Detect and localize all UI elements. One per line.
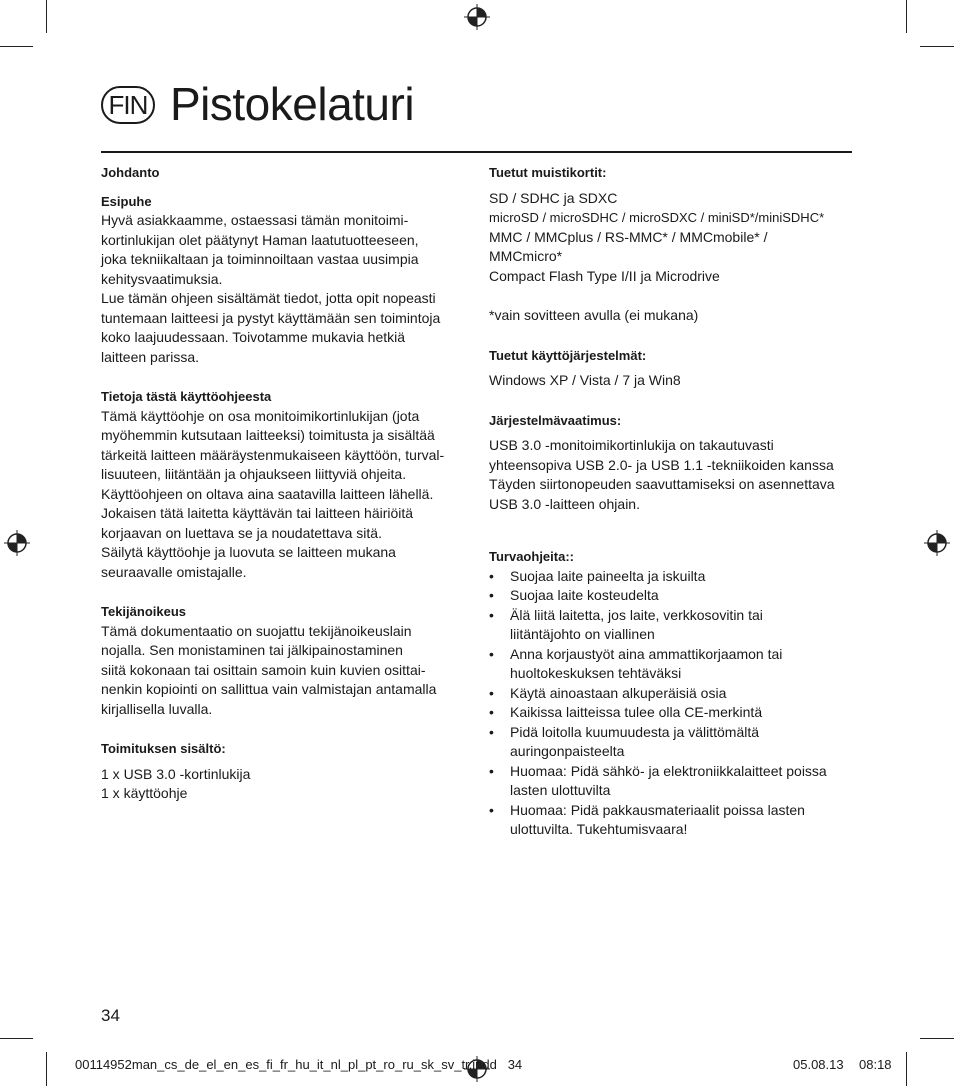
crop-mark [0, 46, 33, 47]
title-divider [101, 151, 852, 153]
footer-filename: 00114952man_cs_de_el_en_es_fi_fr_hu_it_nl_pl_pt_ro_ru_sk_sv_tr.indd 34 [75, 1057, 523, 1072]
section-heading-system-requirements: Järjestelmävaatimus: [489, 412, 622, 428]
system-requirements-text: USB 3.0 -monitoimikortinlukija on takautuvasti yhteensopiva USB 2.0- ja USB 1.1 -tekniikoiden kanssa Täyden siirtonopeuden saavuttamiseksi on asennettava USB 3.0 -laitteen ohjain. [489, 437, 835, 512]
section-heading-package-contents: Toimituksen sisältö: [101, 741, 226, 756]
safety-item: • Huomaa: Pidä pakkausmateriaalit poissa lasten ulottuvilta. Tukehtumisvaara! [489, 801, 859, 840]
footer-time: 08:18 [859, 1057, 892, 1072]
crop-mark [46, 0, 47, 33]
crop-mark [920, 46, 954, 47]
safety-item: • Käytä ainoastaan alkuperäisiä osia [489, 684, 859, 704]
section-heading-preface: Esipuhe [101, 193, 152, 209]
supported-cards-line: microSD / microSDHC / microSDXC / miniSD*/miniSDHC* [489, 210, 825, 225]
section-heading-supported-cards: Tuetut muistikortit: [489, 165, 607, 180]
language-badge: FIN [101, 86, 155, 124]
supported-cards-line: Compact Flash Type I/II ja Microdrive [489, 267, 720, 284]
safety-item: • Kaikissa laitteissa tulee olla CE-merkintä [489, 703, 859, 723]
safety-item: • Pidä loitolla kuumuudesta ja välittömältä auringonpaisteelta [489, 723, 859, 762]
preface-text: Hyvä asiakkaamme, ostaessasi tämän monitoimi- kortinlukijan olet päätynyt Haman laatutuotteeseen, joka tekniikaltaan ja toiminnoiltaan vastaa uusimpia kehitysvaatimuksia. Lue tämän ohjeen sisältämät tiedot, jotta opit nopeasti tuntemaan laitteesi ja pystyt käyttämään sen toimintoja koko laajuudessaan. Toivotamme mukavia hetkiä laitteen parissa. [101, 212, 441, 365]
page-title: Pistokelaturi [170, 78, 415, 130]
registration-mark-icon [464, 4, 490, 30]
safety-list [489, 567, 859, 840]
registration-mark-icon [4, 530, 30, 556]
registration-mark-icon [924, 530, 950, 556]
adapter-note: *vain sovitteen avulla (ei mukana) [489, 307, 699, 323]
footer-date: 05.08.13 [793, 1057, 844, 1072]
left-column [101, 163, 471, 804]
safety-item: • Suojaa laite paineelta ja iskuilta [489, 567, 859, 587]
safety-item: • Huomaa: Pidä sähkö- ja elektroniikkalaitteet poissa lasten ulottuvilta [489, 762, 859, 801]
crop-mark [906, 0, 907, 33]
page-number: 34 [101, 1006, 120, 1025]
crop-mark [0, 1038, 33, 1039]
supported-os-text: Windows XP / Vista / 7 ja Win8 [489, 372, 681, 388]
copyright-text: Tämä dokumentaatio on suojattu tekijänoikeuslain nojalla. Sen monistaminen tai jälkipainostaminen siitä kokonaan tai osittain samoin kuin kuvien osittai- nenkin kopiointi on sallittua vain valmistajan antamalla kirjallisella luvalla. [101, 622, 437, 717]
section-heading-supported-os: Tuetut käyttöjärjestelmät: [489, 347, 647, 363]
safety-item: • Suojaa laite kosteudelta [489, 586, 859, 606]
section-heading-introduction: Johdanto [101, 165, 160, 180]
about-manual-text: Tämä käyttöohje on osa monitoimikortinlukijan (jota myöhemmin kutsutaan laitteeksi) toimitusta ja sisältää tärkeitä laitteen määräystenmukaiseen käyttöön, turval- lisuuteen, liitäntään ja ohjaukseen liittyviä ohjeita. Käyttöohjeen on oltava aina saatavilla laitteen lähellä. Jokaisen tätä laitetta käyttävän tai laitteen häiriöitä korjaavan on luettava se ja noudatettava sitä. Säilytä käyttöohje ja luovuta se laitteen mukana seuraavalle omistajalle. [101, 407, 445, 580]
supported-cards-line: SD / SDHC ja SDXC [489, 189, 618, 206]
safety-item: • Älä liitä laitetta, jos laite, verkkosovitin tai liitäntäjohto on viallinen [489, 606, 859, 645]
package-contents-text: 1 x USB 3.0 -kortinlukija 1 x käyttöohje [101, 765, 251, 801]
crop-mark [46, 1052, 47, 1086]
section-heading-safety: Turvaohjeita:: [489, 549, 574, 564]
section-heading-about-manual: Tietoja tästä käyttöohjeesta [101, 389, 272, 404]
right-column [489, 163, 859, 840]
safety-item: • Anna korjaustyöt aina ammattikorjaamon tai huoltokeskuksen tehtäväksi [489, 645, 859, 684]
crop-mark [906, 1052, 907, 1086]
supported-cards-line: MMC / MMCplus / RS-MMC* / MMCmobile* / MMCmicro* [489, 228, 768, 264]
section-heading-copyright: Tekijänoikeus [101, 604, 187, 619]
crop-mark [920, 1038, 954, 1039]
